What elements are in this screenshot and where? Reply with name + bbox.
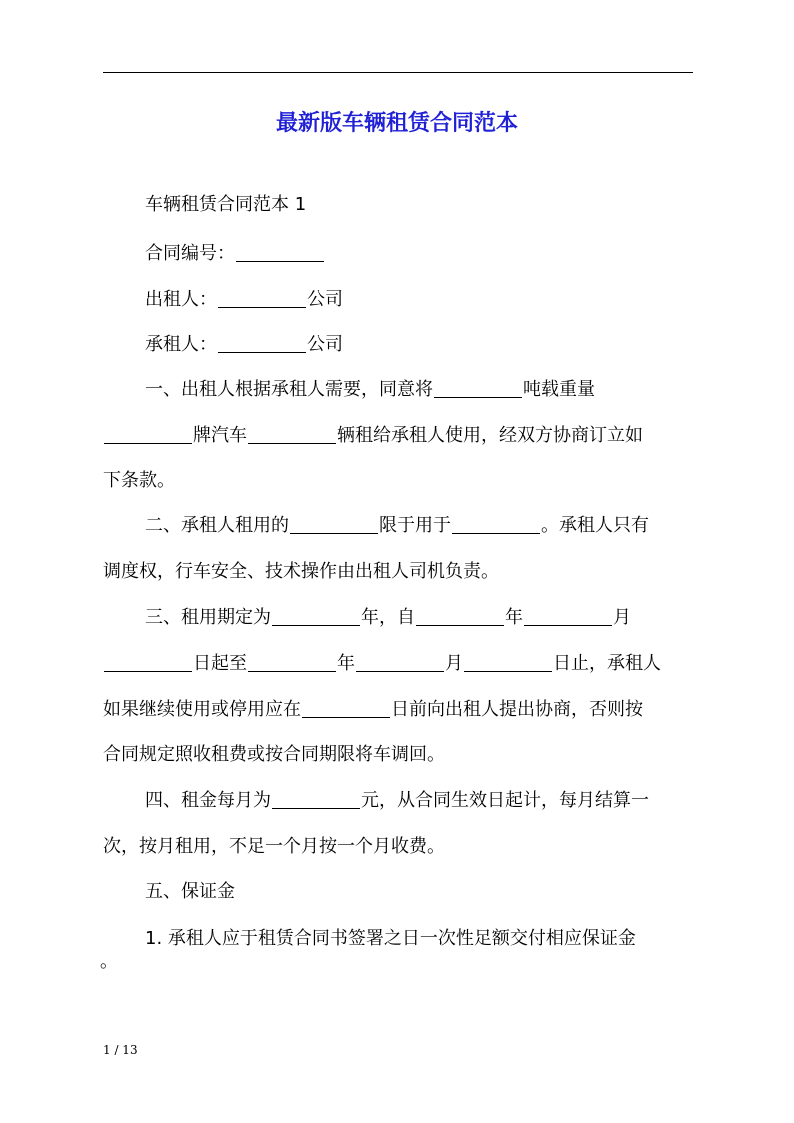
clause-3-line-1: 三、租用期定为 年，自 年 月 (145, 607, 631, 628)
lessor-line: 出租人： 公司 (145, 289, 343, 310)
document-title: 最新版车辆租赁合同范本 (275, 111, 518, 136)
blank-field (248, 423, 336, 444)
header-rule (103, 72, 693, 73)
blank-field (272, 605, 360, 626)
subtitle: 车辆租赁合同范本 1 (145, 194, 307, 215)
contract-number-line: 合同编号： (103, 240, 735, 268)
clause-3-line-4: 合同规定照收租费或按合同期限将车调回。 (103, 744, 445, 765)
blank-field (218, 287, 306, 308)
blank-field (434, 377, 522, 398)
blank-field (104, 651, 192, 672)
blank-field (236, 241, 324, 262)
blank-field (464, 651, 552, 672)
clause-3-line-2: 日起至 年 月 日止，承租人 (103, 650, 693, 678)
clause-5-heading: 五、保证金 (145, 881, 235, 902)
clause-1-line-3: 下条款。 (103, 470, 175, 491)
blank-field (272, 788, 360, 809)
clause-2-line-1: 二、承租人租用的 限于用于 。承租人只有 (145, 515, 649, 536)
lessee-line: 承租人： 公司 (145, 334, 343, 355)
clause-5-item-1-end: 。 (100, 951, 118, 972)
blank-field (302, 697, 390, 718)
page-indicator: 1 / 13 (103, 1043, 138, 1057)
blank-field (248, 651, 336, 672)
blank-field (452, 513, 540, 534)
clause-2-line-2: 调度权，行车安全、技术操作由出租人司机负责。 (103, 561, 499, 582)
blank-field (290, 513, 378, 534)
blank-field (524, 605, 612, 626)
clause-5-item-1: 1. 承租人应于租赁合同书签署之日一次性足额交付相应保证金 (145, 928, 636, 949)
clause-3-line-3: 如果继续使用或停用应在 日前向出租人提出协商，否则按 (103, 699, 643, 720)
clause-4-line-1: 四、租金每月为 元，从合同生效日起计，每月结算一 (145, 790, 649, 811)
clause-1-line-2: 牌汽车 辆租给承租人使用，经双方协商订立如 (103, 422, 693, 450)
blank-field (356, 651, 444, 672)
blank-field (104, 423, 192, 444)
blank-field (218, 332, 306, 353)
clause-4-line-2: 次，按月租用，不足一个月按一个月收费。 (103, 836, 445, 857)
blank-field (416, 605, 504, 626)
clause-1-line-1: 一、出租人根据承租人需要，同意将 吨载重量 (145, 379, 595, 400)
